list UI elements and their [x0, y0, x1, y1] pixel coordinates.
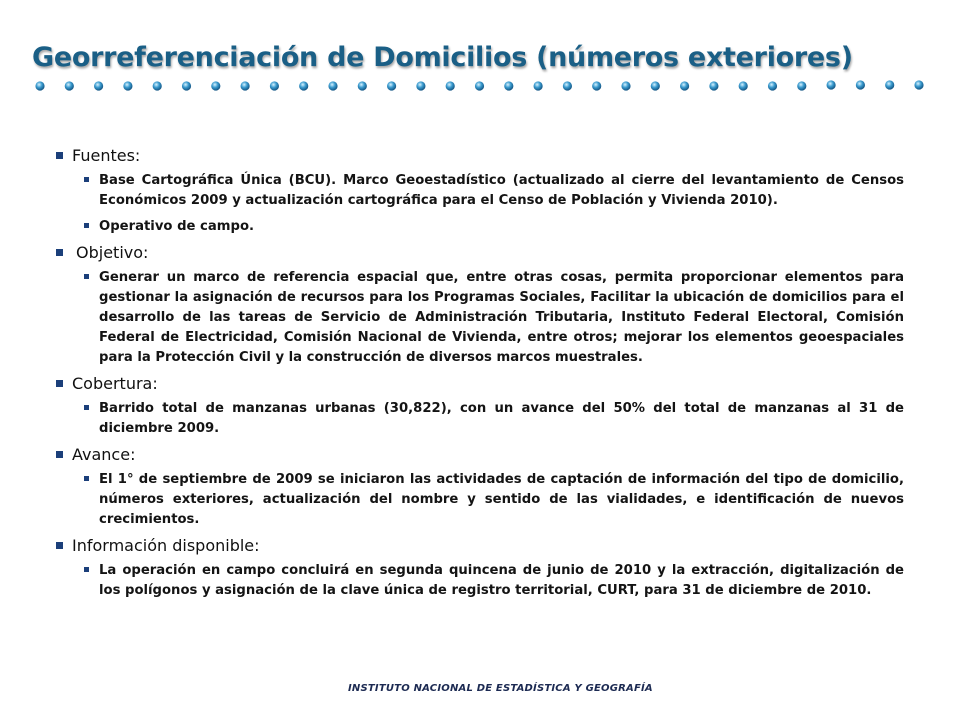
decorative-dot [270, 81, 279, 90]
section-avance [56, 445, 904, 530]
decorative-dot [856, 80, 865, 89]
square-bullet-icon [84, 405, 89, 410]
list-item-text: Base Cartográfica Única (BCU). Marco Geoestadístico (actualizado al cierre del levantamiento de Censos Económicos 2009 y actualización cartográfica para el Censo de Población y Vivienda 2010). [99, 173, 904, 208]
decorative-dot [592, 81, 601, 90]
section-heading-text: Avance: [72, 445, 136, 464]
decorative-dot [914, 80, 923, 89]
section-heading-text: Cobertura: [72, 374, 158, 393]
section-heading [56, 146, 904, 165]
decorative-dot [768, 81, 777, 90]
section-fuentes [56, 146, 904, 237]
page-title: Georreferenciación de Domicilios (números exteriores) [32, 42, 853, 73]
decorative-dot [211, 81, 220, 90]
section-heading [56, 536, 904, 555]
section-cobertura [56, 374, 904, 439]
decorative-dot [739, 81, 748, 90]
square-bullet-icon [84, 476, 89, 481]
decorative-dot [241, 81, 250, 90]
decorative-dot [387, 81, 396, 90]
section-heading-text: Fuentes: [72, 146, 141, 165]
decorative-dot [475, 81, 484, 90]
list-item [84, 470, 904, 530]
list-item-text: El 1° de septiembre de 2009 se iniciaron las actividades de captación de información del tipo de domicilio, números exteriores, actualización del nombre y sentido de las vialidades, e identificación de nuevos crecimientos. [99, 472, 904, 527]
list-item-text: La operación en campo concluirá en segunda quincena de junio de 2010 y la extracción, digitalización de los polígonos y asignación de la clave única de registro territorial, CURT, para 31 de diciembre de 2010. [99, 563, 904, 598]
section-heading-text: Objetivo: [76, 243, 149, 262]
square-bullet-icon [84, 567, 89, 572]
decorative-dot [534, 81, 543, 90]
decorative-dot-row [30, 70, 940, 100]
square-bullet-icon [56, 380, 63, 387]
section-heading [56, 374, 904, 393]
decorative-dot [35, 81, 44, 90]
square-bullet-icon [56, 451, 63, 458]
decorative-dot [416, 81, 425, 90]
content-area [56, 146, 904, 607]
institution-footer: INSTITUTO NACIONAL DE ESTADÍSTICA Y GEOGRAFÍA [348, 683, 653, 694]
decorative-dot [563, 81, 572, 90]
square-bullet-icon [56, 152, 63, 159]
decorative-dot [358, 81, 367, 90]
decorative-dot [885, 80, 894, 89]
decorative-dot [328, 81, 337, 90]
list-item-text: Generar un marco de referencia espacial que, entre otras cosas, permita proporcionar elementos para gestionar la asignación de recursos para los Programas Sociales, Facilitar la ubicación de domicilios para el desarrollo de las tareas de Servicio de Administración Tributaria, Instituto Federal Electoral, Comisión Federal de Electricidad, Comisión Nacional de Vivienda, entre otros; mejorar los elementos geoespaciales para la Protección Civil y la construcción de diversos marcos muestrales. [99, 270, 904, 365]
square-bullet-icon [84, 274, 89, 279]
decorative-dot [797, 81, 806, 90]
decorative-dot [680, 81, 689, 90]
section-heading-text: Información disponible: [72, 536, 260, 555]
list-item [84, 268, 904, 368]
list-item [84, 399, 904, 439]
square-bullet-icon [56, 249, 63, 256]
decorative-dot [651, 81, 660, 90]
section-heading [56, 445, 904, 464]
decorative-dot [123, 81, 132, 90]
list-item-text: Barrido total de manzanas urbanas (30,822), con un avance del 50% del total de manzanas al 31 de diciembre 2009. [99, 401, 904, 436]
decorative-dot [504, 81, 513, 90]
decorative-dot [299, 81, 308, 90]
square-bullet-icon [56, 542, 63, 549]
list-item-text: Operativo de campo. [99, 219, 255, 234]
decorative-dot [709, 81, 718, 90]
decorative-dot [65, 81, 74, 90]
decorative-dot [153, 81, 162, 90]
decorative-dot [621, 81, 630, 90]
section-informacion-disponible [56, 536, 904, 601]
decorative-dot [446, 81, 455, 90]
decorative-dot [827, 80, 836, 89]
list-item [84, 561, 904, 601]
list-item [84, 171, 904, 211]
square-bullet-icon [84, 177, 89, 182]
section-objetivo [56, 243, 904, 368]
decorative-dot [94, 81, 103, 90]
list-item [84, 217, 904, 237]
decorative-dot [182, 81, 191, 90]
square-bullet-icon [84, 223, 89, 228]
section-heading [56, 243, 904, 262]
